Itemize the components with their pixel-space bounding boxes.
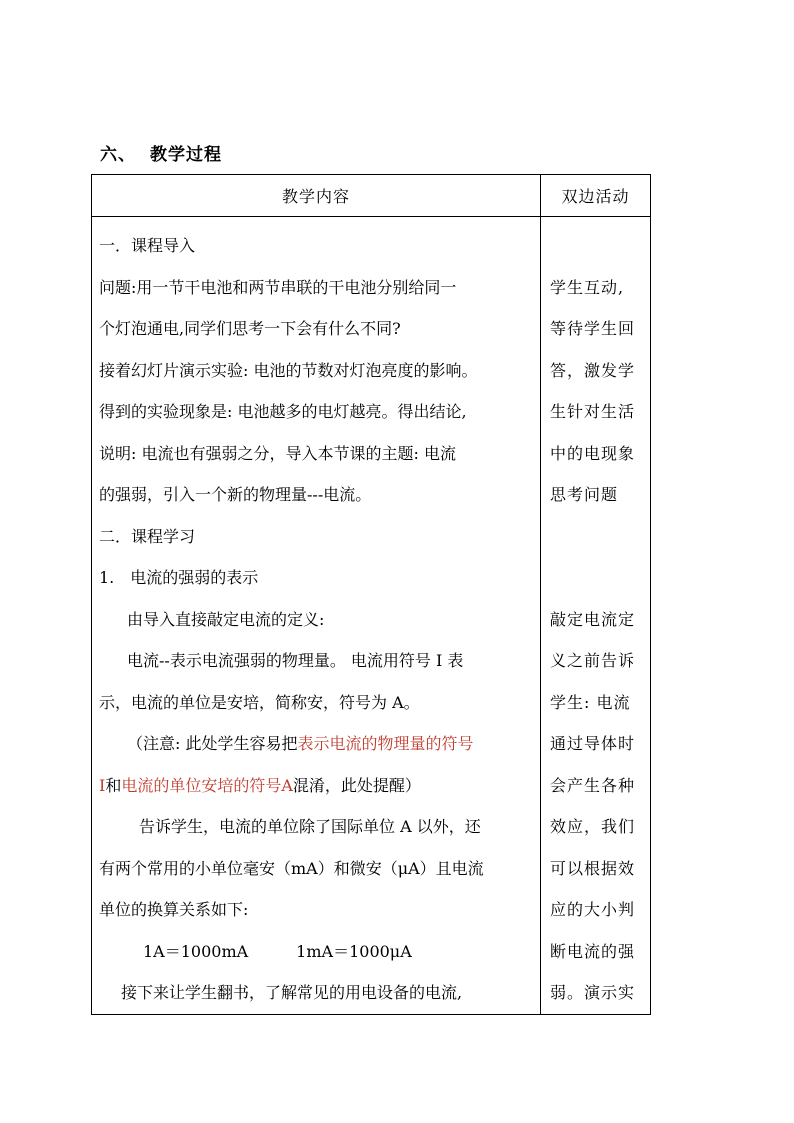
activity-line: 应的大小判 — [550, 900, 636, 919]
activity-line: 等待学生回 — [550, 319, 636, 338]
header-teaching-content: 教学内容 — [92, 175, 541, 217]
activity-line: 义之前告诉 — [550, 651, 636, 670]
two-way-activity-cell — [541, 217, 651, 1015]
content-line: 1. 电流的强弱的表示 — [99, 568, 259, 587]
content-line — [99, 723, 536, 765]
content-line: 问题:用一节干电池和两节串联的干电池分别给同一 — [99, 277, 457, 297]
note-text: （注意: 此处学生容易把 — [127, 734, 298, 753]
activity-spacer — [550, 225, 648, 267]
activity-line: 可以根据效 — [550, 858, 636, 878]
activity-line: 答，激发学 — [550, 360, 636, 380]
content-line: 得到的实验现象是: 电池越多的电灯越亮。得出结论, — [99, 402, 467, 421]
content-line: 示，电流的单位是安培，简称安，符号为 A。 — [99, 692, 420, 712]
activity-line: 效应，我们 — [550, 817, 636, 836]
content-line: 个灯泡通电,同学们思考一下会有什么不同? — [99, 319, 401, 338]
content-line: 二．课程学习 — [99, 526, 196, 546]
table-header-row — [92, 175, 651, 217]
activity-line: 思考问题 — [550, 485, 619, 504]
content-line: 有两个常用的小单位毫安（mA）和微安（μA）且电流 — [99, 858, 484, 878]
activity-line: 弱。演示实 — [550, 983, 636, 1002]
section-heading — [100, 140, 222, 165]
activity-line: 学生: 电流 — [550, 692, 631, 712]
highlight-text: I — [99, 775, 106, 795]
content-line: 1A＝1000mA 1mA＝1000μA — [143, 941, 412, 961]
header-two-way-activity: 双边活动 — [541, 175, 651, 217]
content-line: 告诉学生，电流的单位除了国际单位 A 以外，还 — [139, 817, 481, 836]
activity-line: 会产生各种 — [550, 775, 636, 795]
content-line: 电流--表示电流强弱的物理量。 电流用符号 I 表 — [127, 651, 464, 670]
content-line: 接着幻灯片演示实验: 电池的节数对灯泡亮度的影响。 — [99, 360, 478, 380]
table-body-row — [92, 217, 651, 1015]
activity-spacer — [550, 557, 648, 599]
content-line: 说明: 电流也有强弱之分，导入本节课的主题: 电流 — [99, 443, 456, 463]
note-text: 混淆，此处提醒） — [292, 775, 421, 795]
activity-line: 通过导体时 — [550, 734, 636, 753]
content-line: 单位的换算关系如下: — [99, 900, 249, 919]
section-number: 六、 — [100, 145, 136, 165]
activity-line: 中的电现象 — [550, 443, 636, 463]
activity-line: 学生互动, — [550, 277, 625, 297]
activity-line: 敲定电流定 — [550, 609, 636, 629]
note-text: 和 — [105, 775, 122, 795]
highlight-text: 表示电流的物理量的符号 — [297, 734, 474, 753]
content-line: 的强弱，引入一个新的物理量---电流。 — [99, 485, 372, 504]
activity-line: 断电流的强 — [550, 941, 636, 961]
content-line — [99, 765, 536, 807]
teaching-content-cell — [92, 217, 541, 1015]
section-title: 教学过程 — [150, 145, 222, 165]
activity-line: 生针对生活 — [550, 402, 636, 421]
activity-spacer — [550, 516, 648, 558]
content-line: 接下来让学生翻书，了解常见的用电设备的电流, — [121, 983, 463, 1002]
teaching-process-table — [91, 174, 651, 1015]
content-line: 由导入直接敲定电流的定义: — [127, 609, 325, 629]
content-line: 一．课程导入 — [99, 236, 196, 255]
highlight-text: 电流的单位安培的符号A — [121, 775, 293, 795]
